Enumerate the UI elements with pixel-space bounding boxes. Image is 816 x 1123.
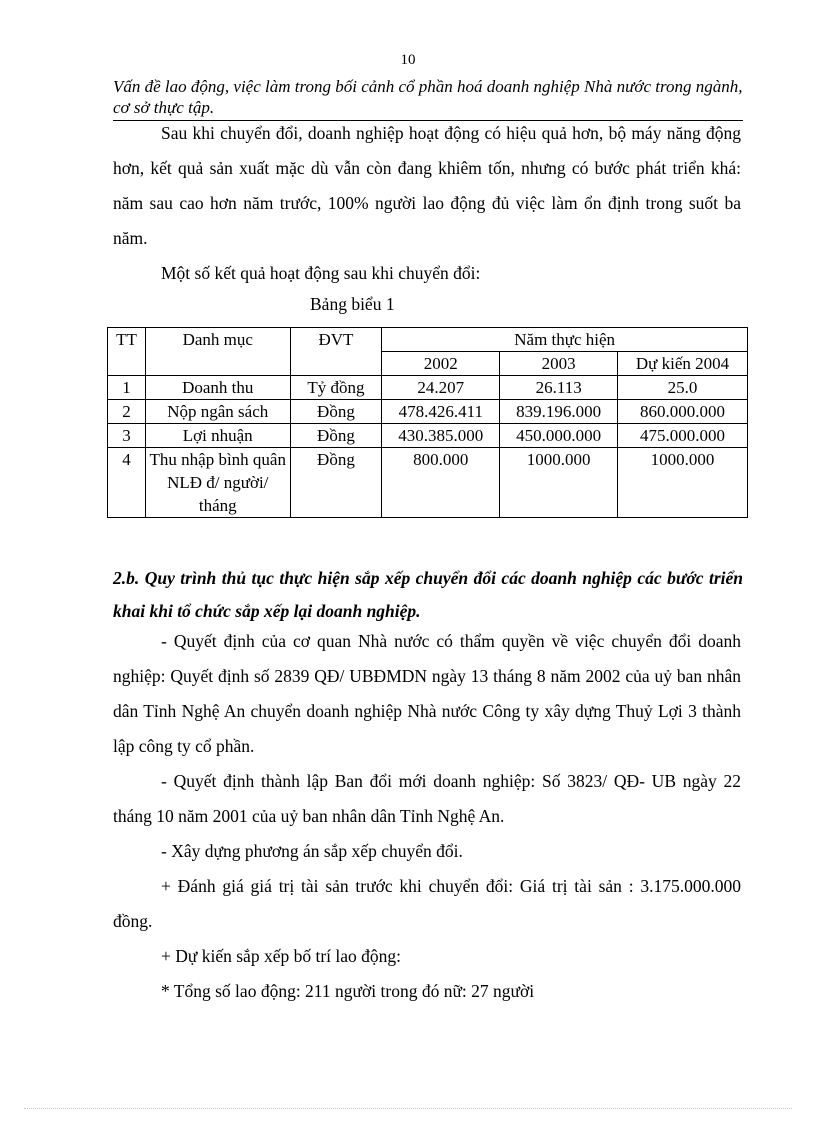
table-row <box>108 376 748 400</box>
header-unit: ĐVT <box>290 328 382 376</box>
cell-category: Nộp ngân sách <box>145 400 290 424</box>
cell-unit: Đồng <box>290 400 382 424</box>
header-tt: TT <box>108 328 146 376</box>
intro-section <box>113 116 741 291</box>
table-caption: Bảng biểu 1 <box>310 294 395 314</box>
section-heading: 2.b. Quy trình thủ tục thực hiện sắp xếp chuyển đổi các doanh nghiệp các bước triển khai khi tổ chức sắp xếp lại doanh nghiệp. <box>113 568 743 621</box>
cell-2002: 24.207 <box>382 376 500 400</box>
table-row <box>108 448 748 518</box>
cell-unit: Đồng <box>290 448 382 518</box>
cell-tt: 1 <box>108 376 146 400</box>
cell-category: Doanh thu <box>145 376 290 400</box>
cell-2004: 475.000.000 <box>618 424 748 448</box>
cell-2003: 839.196.000 <box>500 400 618 424</box>
cell-2003: 26.113 <box>500 376 618 400</box>
cell-2002: 800.000 <box>382 448 500 518</box>
header-category: Danh mục <box>145 328 290 376</box>
footer-divider <box>24 1108 792 1109</box>
intro-paragraph: Sau khi chuyển đổi, doanh nghiệp hoạt động có hiệu quả hơn, bộ máy năng động hơn, kết quả sản xuất mặc dù vẫn còn đang khiêm tốn, nhưng có bước phát triển khá: năm sau cao hơn năm trước, 100% người lao động đủ việc làm ổn định trong suốt ba năm. <box>113 123 741 248</box>
header-year-2002: 2002 <box>382 352 500 376</box>
cell-tt: 3 <box>108 424 146 448</box>
running-header: Vấn đề lao động, việc làm trong bối cảnh cổ phần hoá doanh nghiệp Nhà nước trong ngành, cơ sở thực tập. <box>113 76 743 121</box>
board-paragraph: - Quyết định thành lập Ban đổi mới doanh nghiệp: Số 3823/ QĐ- UB ngày 22 tháng 10 năm 2001 của uỷ ban nhân dân Tỉnh Nghệ An. <box>113 771 741 826</box>
cell-category: Thu nhập bình quân NLĐ đ/ người/ tháng <box>145 448 290 518</box>
cell-category: Lợi nhuận <box>145 424 290 448</box>
results-table <box>107 327 748 518</box>
decision-paragraph: - Quyết định của cơ quan Nhà nước có thẩm quyền về việc chuyển đổi doanh nghiệp: Quyết định số 2839 QĐ/ UBĐMDN ngày 13 tháng 8 năm 2002 của uỷ ban nhân dân Tỉnh Nghệ An chuyển doanh nghiệp Nhà nước Công ty xây dựng Thuỷ Lợi 3 thành lập công ty cổ phần. <box>113 631 741 756</box>
cell-2004: 860.000.000 <box>618 400 748 424</box>
header-year-2004: Dự kiến 2004 <box>618 352 748 376</box>
cell-2003: 450.000.000 <box>500 424 618 448</box>
cell-tt: 4 <box>108 448 146 518</box>
labor-plan-paragraph: + Dự kiến sắp xếp bố trí lao động: <box>161 946 402 966</box>
page-number: 10 <box>400 52 416 68</box>
cell-tt: 2 <box>108 400 146 424</box>
header-year-2003: 2003 <box>500 352 618 376</box>
cell-2004: 1000.000 <box>618 448 748 518</box>
cell-2003: 1000.000 <box>500 448 618 518</box>
cell-2004: 25.0 <box>618 376 748 400</box>
cell-2002: 430.385.000 <box>382 424 500 448</box>
cell-unit: Đồng <box>290 424 382 448</box>
results-intro: Một số kết quả hoạt động sau khi chuyển đổi: <box>161 263 481 283</box>
cell-unit: Tỷ đồng <box>290 376 382 400</box>
asset-paragraph: + Đánh giá giá trị tài sản trước khi chuyển đổi: Giá trị tài sản : 3.175.000.000 đồng. <box>113 876 741 931</box>
procedure-section <box>113 624 741 1009</box>
header-years-group: Năm thực hiện <box>382 328 748 352</box>
cell-2002: 478.426.411 <box>382 400 500 424</box>
table-row <box>108 424 748 448</box>
plan-paragraph: - Xây dựng phương án sắp xếp chuyển đổi. <box>161 841 463 861</box>
table-header-row <box>108 328 748 352</box>
table-row <box>108 400 748 424</box>
labor-count-paragraph: * Tổng số lao động: 211 người trong đó nữ: 27 người <box>161 981 535 1001</box>
